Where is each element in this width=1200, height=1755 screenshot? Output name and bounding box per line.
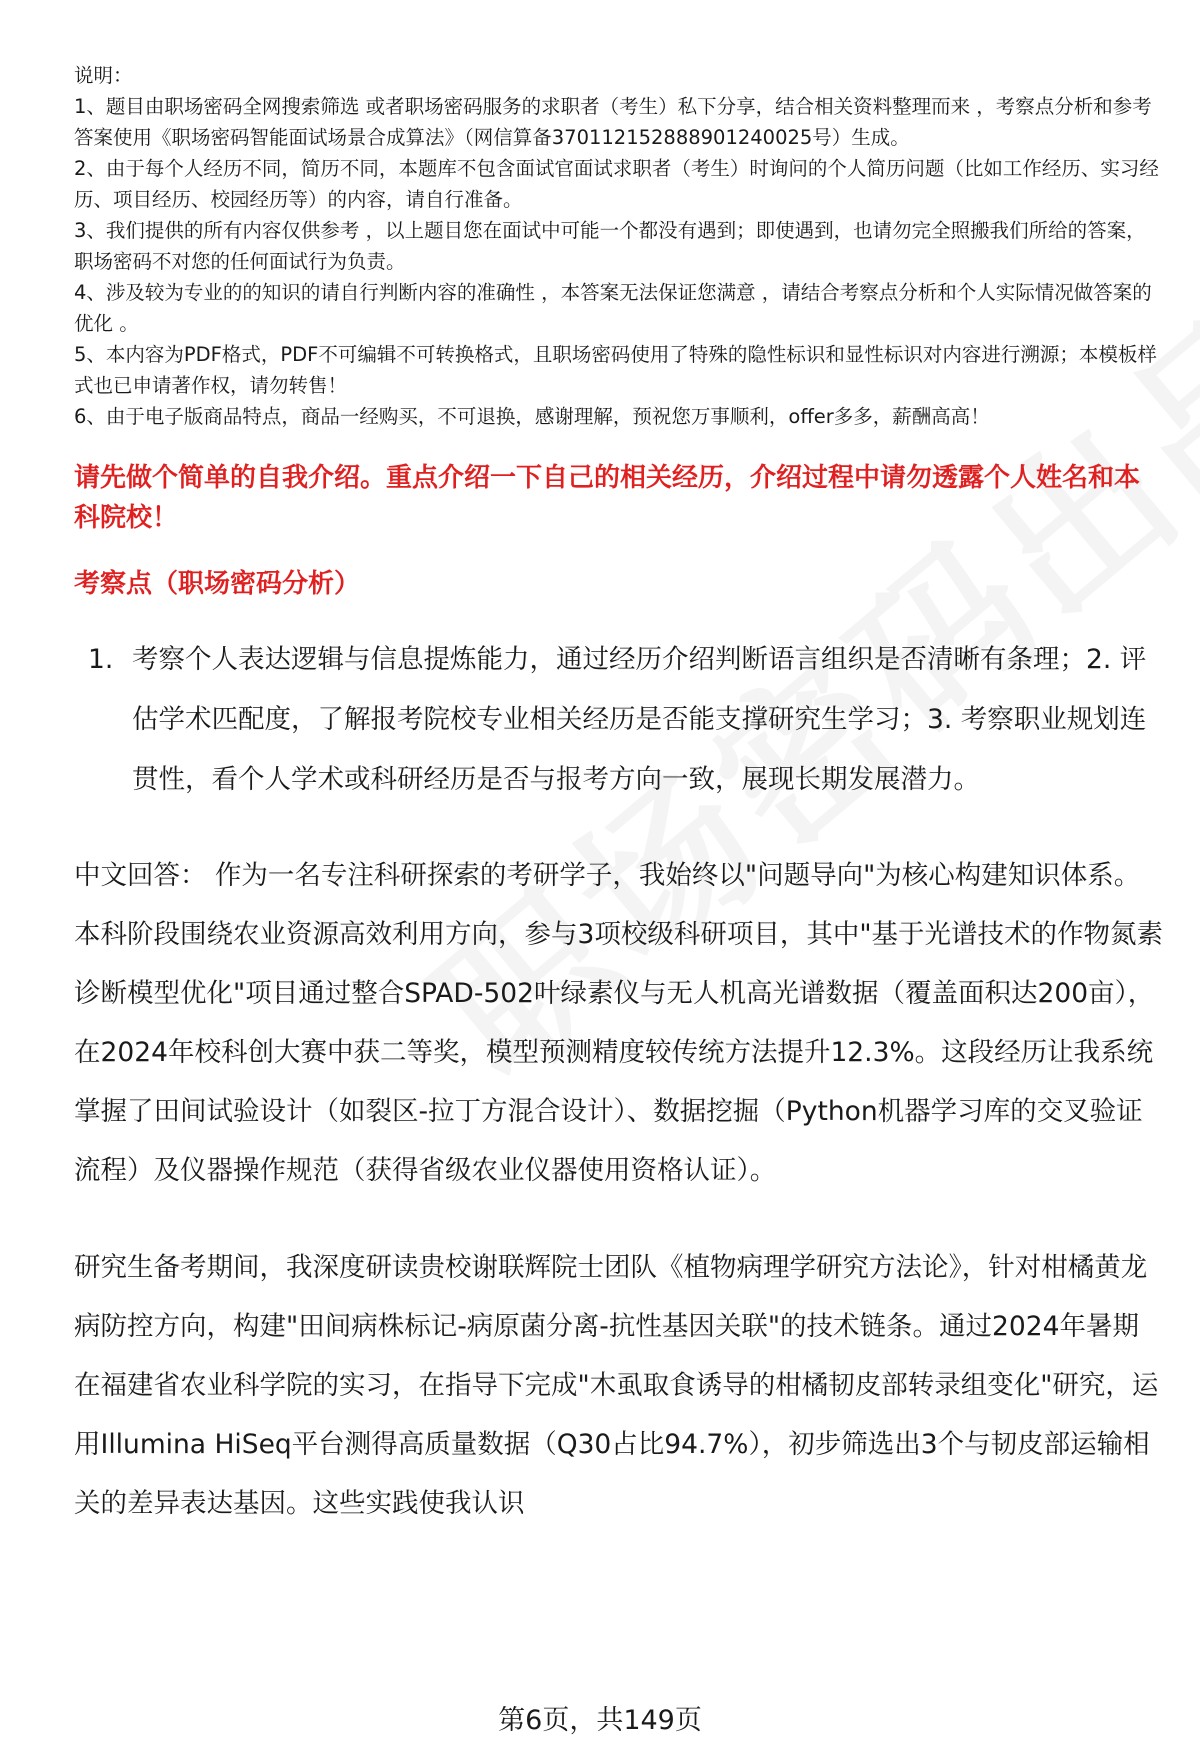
- analysis-number: 1.: [88, 644, 114, 675]
- notes-section: [74, 60, 1164, 432]
- notes-heading: 说明：: [74, 64, 133, 87]
- note-item: 4、涉及较为专业的的知识的请自行判断内容的准确性 ，本答案无法保证您满意 ，请结合考察点分析和个人实际情况做答案的优化 。: [74, 281, 1152, 335]
- note-item: 3、我们提供的所有内容仅供参考 ，以上题目您在面试中可能一个都没有遇到；即使遇到，也请勿完全照搬我们所给的答案，职场密码不对您的任何面试行为负责。: [74, 219, 1146, 273]
- analysis-text: 考察个人表达逻辑与信息提炼能力，通过经历介绍判断语言组织是否清晰有条理；2. 评估学术匹配度，了解报考院校专业相关经历是否能支撑研究生学习；3. 考察职业规划连贯性，看个人学术或科研经历是否与报考方向一致，展现长期发展潜力。: [132, 644, 1147, 795]
- interview-question: 请先做个简单的自我介绍。重点介绍一下自己的相关经历，介绍过程中请勿透露个人姓名和本科院校！: [74, 463, 1141, 533]
- note-item: 5、本内容为PDF格式，PDF不可编辑不可转换格式，且职场密码使用了特殊的隐性标识和显性标识对内容进行溯源；本模板样式也已申请著作权，请勿转售！: [74, 343, 1157, 397]
- answer-paragraph: 研究生备考期间，我深度研读贵校谢联辉院士团队《植物病理学研究方法论》，针对柑橘黄龙病防控方向，构建"田间病株标记-病原菌分离-抗性基因关联"的技术链条。通过2024年暑期在福建省农业科学院的实习，在指导下完成"木虱取食诱导的柑橘韧皮部转录组变化"研究，运用Illumina HiSeq平台测得高质量数据（Q30占比94.7%），初步筛选出3个与韧皮部运输相关的差异表达基因。这些实践使我认识: [74, 1252, 1159, 1519]
- answer-section: [74, 846, 1164, 1533]
- analysis-title: 考察点（职场密码分析）: [74, 569, 361, 599]
- page-number: 第6页，共149页: [498, 1705, 702, 1736]
- document-page: [74, 60, 1164, 1533]
- note-item: 6、由于电子版商品特点，商品一经购买，不可退换，感谢理解，预祝您万事顺利，offer多多，薪酬高高！: [74, 405, 990, 428]
- answer-paragraph: 中文回答： 作为一名专注科研探索的考研学子，我始终以"问题导向"为核心构建知识体系。本科阶段围绕农业资源高效利用方向，参与3项校级科研项目，其中"基于光谱技术的作物氮素诊断模型优化"项目通过整合SPAD-502叶绿素仪与无人机高光谱数据（覆盖面积达200亩），在2024年校科创大赛中获二等奖，模型预测精度较传统方法提升12.3%。这段经历让我系统掌握了田间试验设计（如裂区-拉丁方混合设计）、数据挖掘（Python机器学习库的交叉验证流程）及仪器操作规范（获得省级农业仪器使用资格认证）。: [74, 860, 1164, 1186]
- analysis-list-item: [74, 630, 1164, 810]
- note-item: 2、由于每个人经历不同，简历不同，本题库不包含面试官面试求职者（考生）时询问的个人简历问题（比如工作经历、实习经历、项目经历、校园经历等）的内容，请自行准备。: [74, 157, 1159, 211]
- note-item: 1、题目由职场密码全网搜索筛选 或者职场密码服务的求职者（考生）私下分享，结合相关资料整理而来 ，考察点分析和参考答案使用《职场密码智能面试场景合成算法》（网信算备370112152888901240025号）生成。: [74, 95, 1152, 149]
